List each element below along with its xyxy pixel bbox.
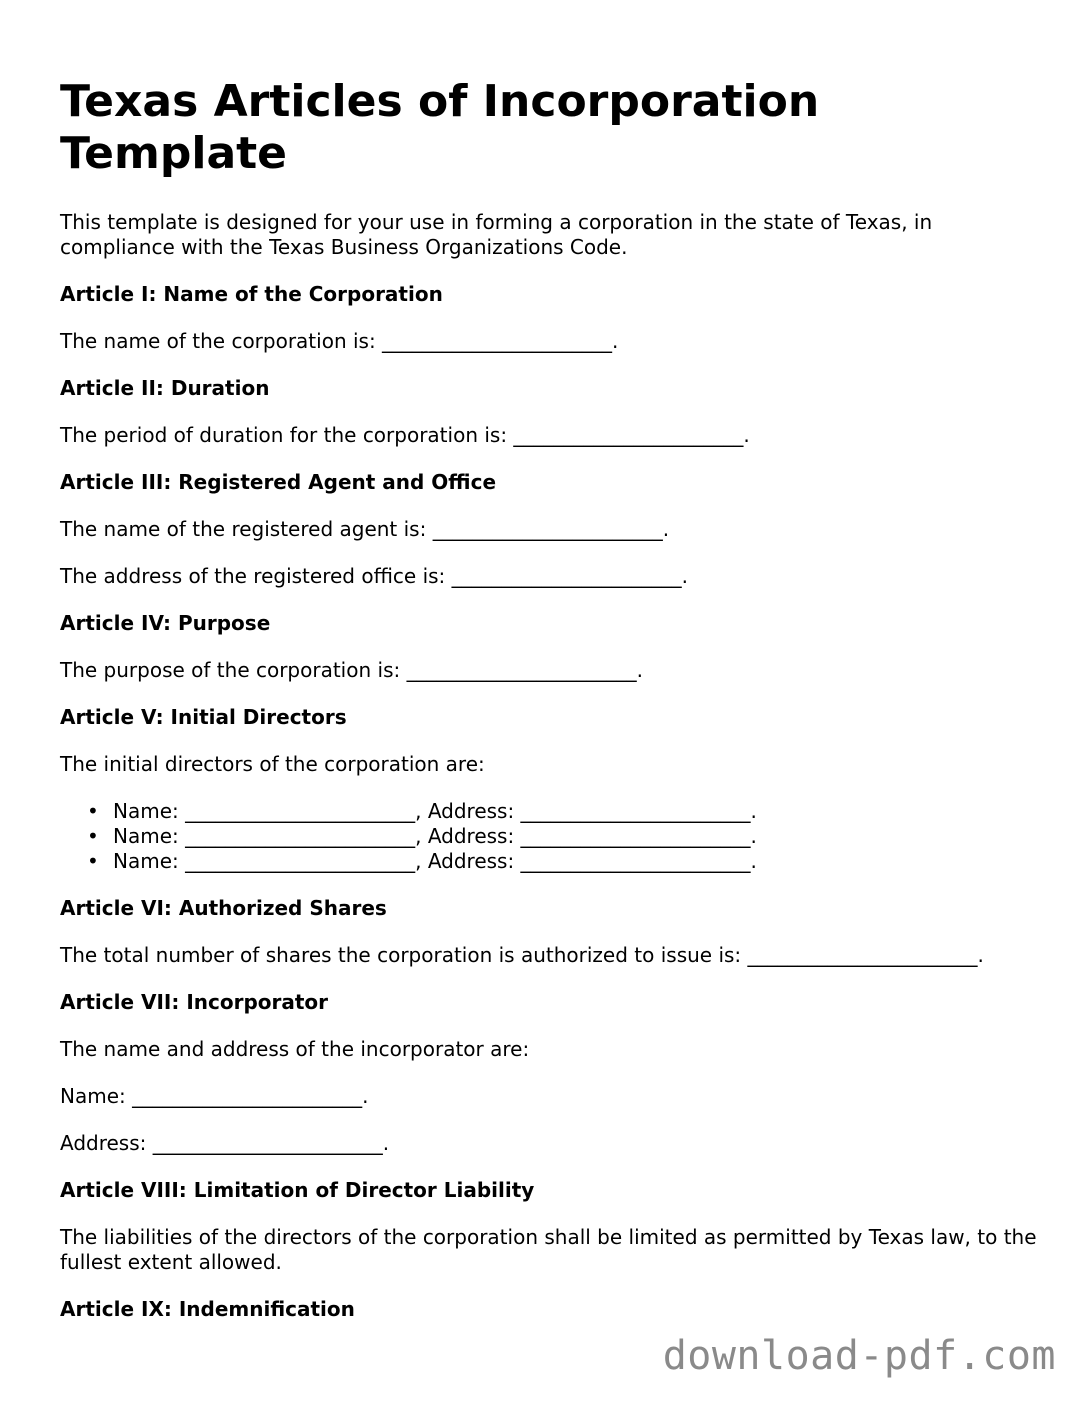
document-page [60, 76, 1040, 1322]
article-heading: Article III: Registered Agent and Office [60, 470, 497, 494]
article-text: The name and address of the incorporator are: [60, 1037, 530, 1061]
article-text: The purpose of the corporation is: _______________________. [60, 658, 643, 682]
article-text: The name of the corporation is: _______________________. [60, 329, 619, 353]
article-6 [60, 896, 1040, 968]
director-entry: Name: _______________________, Address: _______________________. [113, 799, 757, 823]
director-entry: Name: _______________________, Address: _______________________. [113, 849, 757, 873]
article-2 [60, 376, 1040, 448]
article-7 [60, 990, 1040, 1156]
document-title [60, 76, 1040, 180]
list-item [60, 849, 1040, 874]
intro-paragraph: This template is designed for your use in forming a corporation in the state of Texas, in compliance with the Texas Business Organizations Code. [60, 210, 933, 259]
directors-list [60, 799, 1040, 874]
list-item [60, 824, 1040, 849]
document-title-line-2: Template [60, 128, 288, 179]
bullet-icon: • [87, 799, 99, 823]
article-5 [60, 705, 1040, 874]
article-3 [60, 470, 1040, 589]
list-item [60, 799, 1040, 824]
article-text: The address of the registered office is: _______________________. [60, 564, 689, 588]
article-heading: Article VII: Incorporator [60, 990, 329, 1014]
bullet-icon: • [87, 849, 99, 873]
watermark: download-pdf.com [662, 1333, 1056, 1379]
article-text: The liabilities of the directors of the corporation shall be limited as permitted by Texas law, to the fullest extent allowed. [60, 1225, 1037, 1274]
article-9 [60, 1297, 1040, 1322]
article-heading: Article I: Name of the Corporation [60, 282, 443, 306]
article-heading: Article VI: Authorized Shares [60, 896, 387, 920]
document-title-line-1: Texas Articles of Incorporation [60, 76, 820, 127]
article-1 [60, 282, 1040, 354]
article-4 [60, 611, 1040, 683]
article-heading: Article II: Duration [60, 376, 270, 400]
article-heading: Article VIII: Limitation of Director Liability [60, 1178, 535, 1202]
article-text: The name of the registered agent is: _______________________. [60, 517, 670, 541]
article-text: The total number of shares the corporation is authorized to issue is: _______________________. [60, 943, 984, 967]
article-text: Name: _______________________. [60, 1084, 369, 1108]
article-text: The period of duration for the corporation is: _______________________. [60, 423, 750, 447]
article-heading: Article IX: Indemnification [60, 1297, 355, 1321]
bullet-icon: • [87, 824, 99, 848]
director-entry: Name: _______________________, Address: _______________________. [113, 824, 757, 848]
article-8 [60, 1178, 1040, 1275]
article-text: The initial directors of the corporation are: [60, 752, 485, 776]
article-text: Address: _______________________. [60, 1131, 390, 1155]
article-heading: Article IV: Purpose [60, 611, 271, 635]
article-heading: Article V: Initial Directors [60, 705, 347, 729]
